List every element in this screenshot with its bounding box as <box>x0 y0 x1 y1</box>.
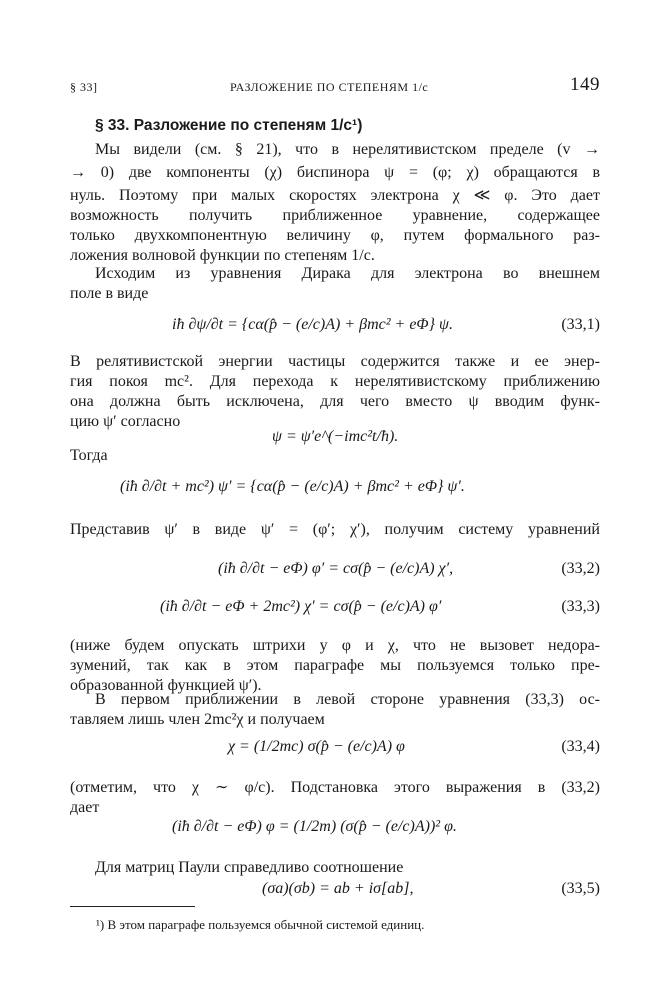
footnote: ¹) В этом параграфе пользуемся обычной системой единиц. <box>96 917 425 932</box>
text-line: цию ψ′ согласно <box>70 413 181 430</box>
paragraph-first-approx <box>70 690 600 730</box>
text-line: образованной функцией ψ′). <box>70 677 262 694</box>
equation-squared: (iħ ∂/∂t − eΦ) φ = (1/2m) (σ(p̂ − (e/c)A))² φ. <box>172 818 457 835</box>
text-line: (ниже будем опускать штрихи у φ и χ, что не вызовет недора- <box>70 637 600 654</box>
paragraph-pauli <box>70 858 600 878</box>
text-line: поле в виде <box>70 285 149 302</box>
text-line: В релятивистской энергии частицы содержится также и ее энер- <box>70 353 600 370</box>
text-line: Исходим из уравнения Дирака для электрона во внешнем <box>95 265 600 282</box>
equation-number: (33,1) <box>561 316 600 333</box>
text-line: → 0) две компоненты (χ) биспинора ψ = (φ; χ) обращаются в <box>70 164 600 181</box>
text-line: дает <box>70 799 100 816</box>
text-line: (отметим, что χ ∼ φ/c). Подстановка этого выражения в (33,2) <box>70 779 600 796</box>
footnote-rule <box>70 906 195 907</box>
section-heading: § 33. Разложение по степеням 1/c¹) <box>95 117 363 134</box>
equation-number: (33,3) <box>561 598 600 615</box>
paragraph-rest-energy <box>70 352 600 432</box>
page-number: 149 <box>570 74 600 95</box>
equation-number: (33,5) <box>561 880 600 897</box>
equation-number: (33,4) <box>561 738 600 755</box>
paragraph-dirac <box>70 264 600 304</box>
equation-number: (33,2) <box>561 560 600 577</box>
paragraph-then <box>70 446 600 466</box>
running-title: РАЗЛОЖЕНИЕ ПО СТЕПЕНЯМ 1/c <box>230 80 429 94</box>
text-line: Мы видели (см. § 21), что в нерелятивистском пределе (v → <box>95 141 600 158</box>
equation-transformed: (iħ ∂/∂t + mc²) ψ′ = {cα(p̂ − (e/c)A) + βmc² + eΦ} ψ′. <box>120 478 465 495</box>
paragraph-notation <box>70 636 600 696</box>
text-line: гия покоя mc². Для перехода к нерелятивистскому приближению <box>70 373 600 390</box>
text-line: Тогда <box>70 447 108 464</box>
paragraph-intro <box>70 140 600 266</box>
text-line: только двухкомпонентную величину φ, путем формального раз- <box>70 227 600 244</box>
text-line: Для матриц Паули справедливо соотношение <box>95 859 404 876</box>
text-line: В первом приближении в левой стороне уравнения (33,3) ос- <box>95 691 600 708</box>
text-line: тавляем лишь член 2mc²χ и получаем <box>70 711 325 728</box>
equation-33-2: (iħ ∂/∂t − eΦ) φ′ = cσ(p̂ − (e/c)A) χ′, <box>218 560 454 577</box>
paragraph-system <box>70 520 600 540</box>
equation-33-4: χ = (1/2mc) σ(p̂ − (e/c)A) φ <box>228 738 405 755</box>
equation-33-3: (iħ ∂/∂t − eΦ + 2mc²) χ′ = cσ(p̂ − (e/c)A) φ′ <box>160 598 442 615</box>
equation-33-5: (σa)(σb) = ab + iσ[ab], <box>262 880 414 897</box>
text-line: Представив ψ′ в виде ψ′ = (φ′; χ′), получим систему уравнений <box>70 521 600 538</box>
text-line: она должна быть исключена, для чего вместо ψ вводим функ- <box>70 393 600 410</box>
text-line: зумений, так как в этом параграфе мы пользуемся только пре- <box>70 657 600 674</box>
equation-33-1: iħ ∂ψ/∂t = {cα(p̂ − (e/c)A) + βmc² + eΦ} ψ. <box>172 316 453 333</box>
running-header <box>70 76 600 100</box>
paragraph-substitution <box>70 778 600 818</box>
text-line: нуль. Поэтому при малых скоростях электрона χ ≪ φ. Это дает <box>70 187 600 204</box>
text-line: возможность получить приближенное уравнение, содержащее <box>70 207 600 224</box>
text-line: ложения волновой функции по степеням 1/c. <box>70 247 375 264</box>
section-ref: § 33] <box>70 80 98 94</box>
equation-substitution: ψ = ψ′e^(−imc²t/ħ). <box>272 428 399 445</box>
